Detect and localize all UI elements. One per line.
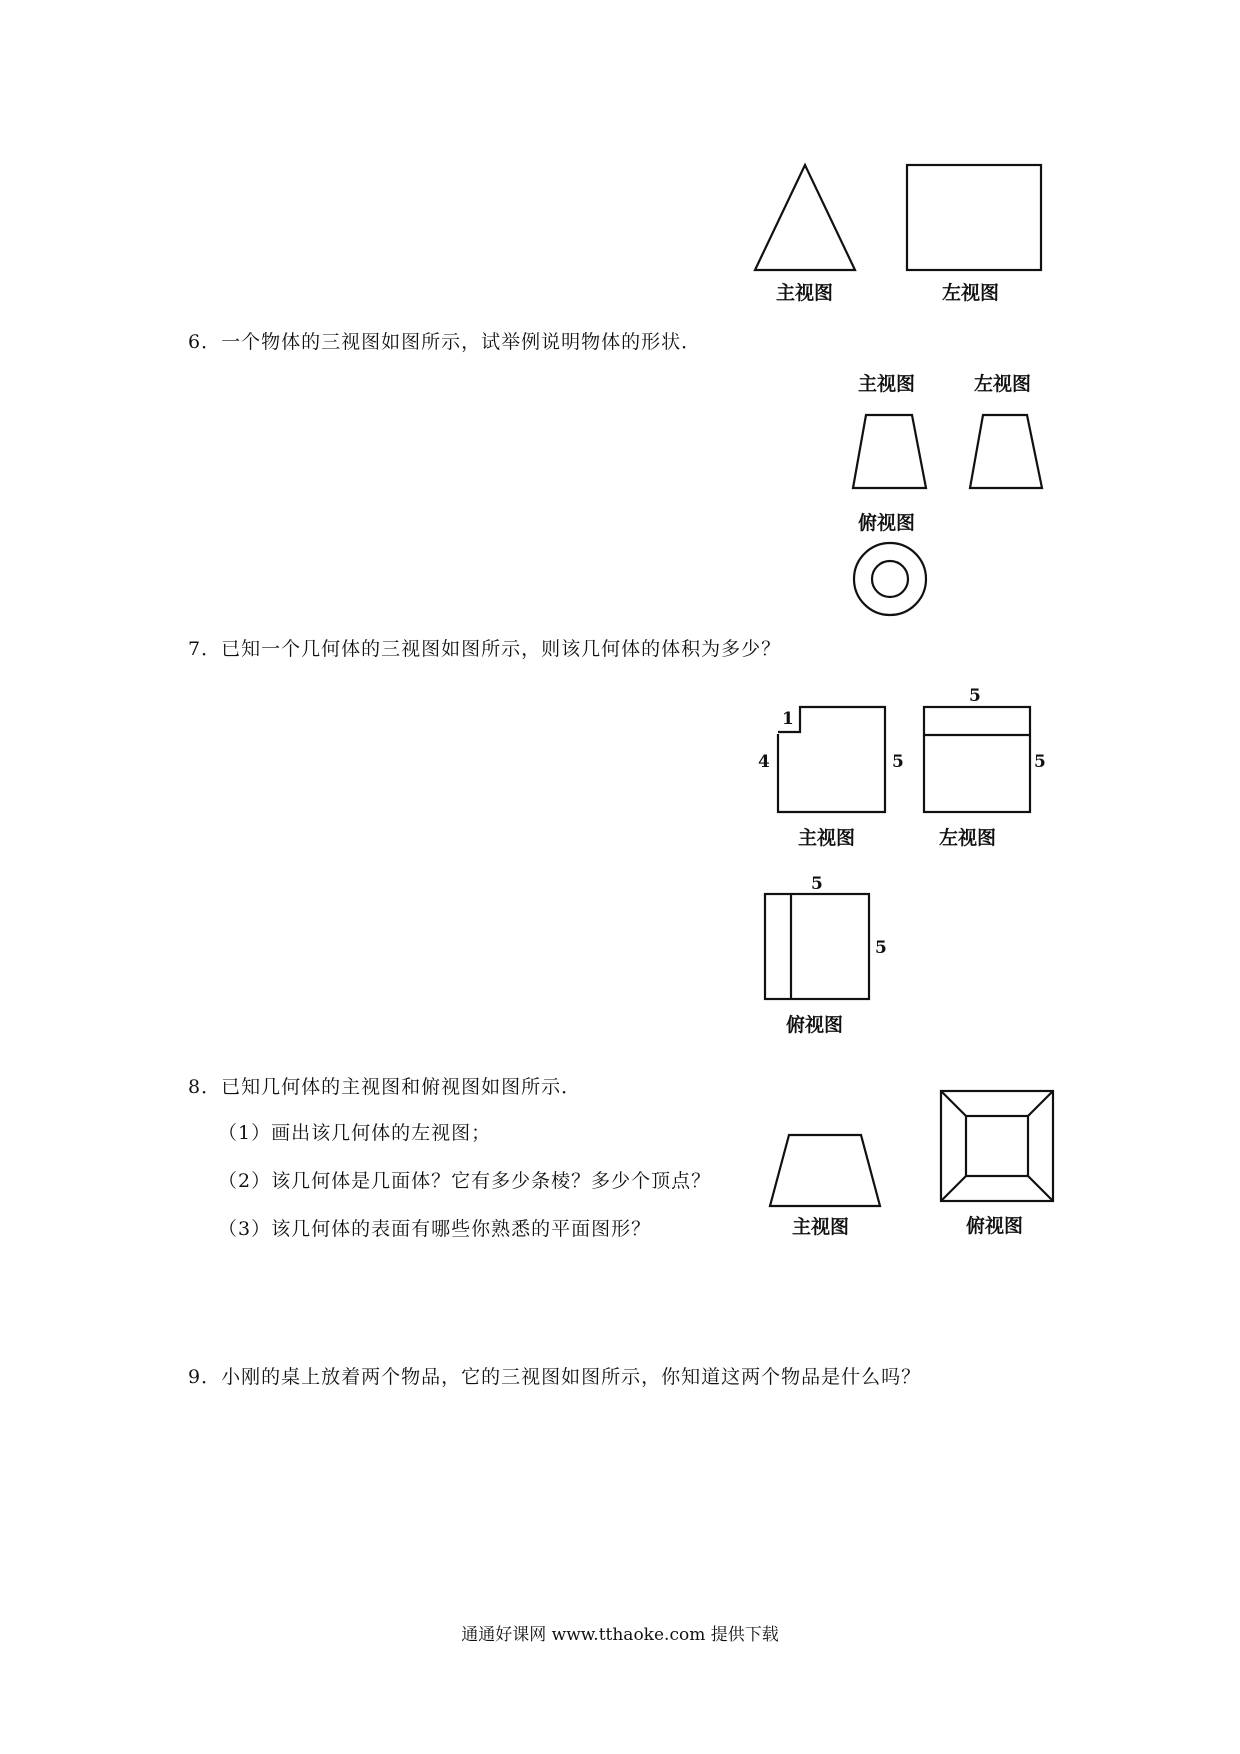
q7-front-left-height-label: 4: [758, 752, 770, 772]
q7-front-notch-label: 1: [782, 709, 794, 729]
q8-top-caption: 俯视图: [966, 1215, 1024, 1237]
q7-top-view: [762, 891, 874, 1003]
front-view-triangle: [750, 162, 860, 274]
q7-top-caption: 俯视图: [786, 1014, 844, 1036]
q8-item-1: （1）画出该几何体的左视图；: [218, 1122, 492, 1144]
question-7-text: 7．已知一个几何体的三视图如图所示，则该几何体的体积为多少？: [188, 638, 782, 660]
top-figure-front-caption: 主视图: [776, 282, 834, 304]
q8-top-view-frustum: [938, 1088, 1058, 1206]
q6-top-caption: 俯视图: [858, 512, 916, 534]
q7-front-right-height-label: 5: [892, 752, 904, 772]
q6-front-caption: 主视图: [858, 373, 916, 395]
q8-front-view-trapezoid: [766, 1132, 886, 1212]
left-view-rectangle: [905, 162, 1045, 274]
q6-front-view-trapezoid: [852, 412, 932, 492]
q7-left-caption: 左视图: [939, 827, 997, 849]
q7-left-width-label: 5: [969, 686, 981, 706]
q7-left-view: [922, 704, 1034, 816]
q8-item-3: （3）该几何体的表面有哪些你熟悉的平面图形？: [218, 1218, 652, 1240]
q8-front-caption: 主视图: [792, 1216, 850, 1238]
q6-top-view-concentric-circles: [851, 540, 931, 620]
question-9-text: 9．小刚的桌上放着两个物品，它的三视图如图所示，你知道这两个物品是什么吗？: [188, 1366, 922, 1388]
q6-left-caption: 左视图: [974, 373, 1032, 395]
top-figure-left-caption: 左视图: [942, 282, 1000, 304]
q8-item-2: （2）该几何体是几面体？它有多少条棱？多少个顶点？: [218, 1170, 712, 1192]
page-footer: 通通好课网 www.tthaoke.com 提供下载: [461, 1625, 779, 1645]
question-6-text: 6．一个物体的三视图如图所示，试举例说明物体的形状．: [188, 331, 702, 353]
q7-front-caption: 主视图: [798, 827, 856, 849]
q7-top-height-label: 5: [875, 938, 887, 958]
q6-left-view-trapezoid: [968, 412, 1048, 492]
q7-top-width-label: 5: [811, 874, 823, 894]
q7-left-height-label: 5: [1034, 752, 1046, 772]
question-8-text: 8．已知几何体的主视图和俯视图如图所示．: [188, 1076, 582, 1098]
